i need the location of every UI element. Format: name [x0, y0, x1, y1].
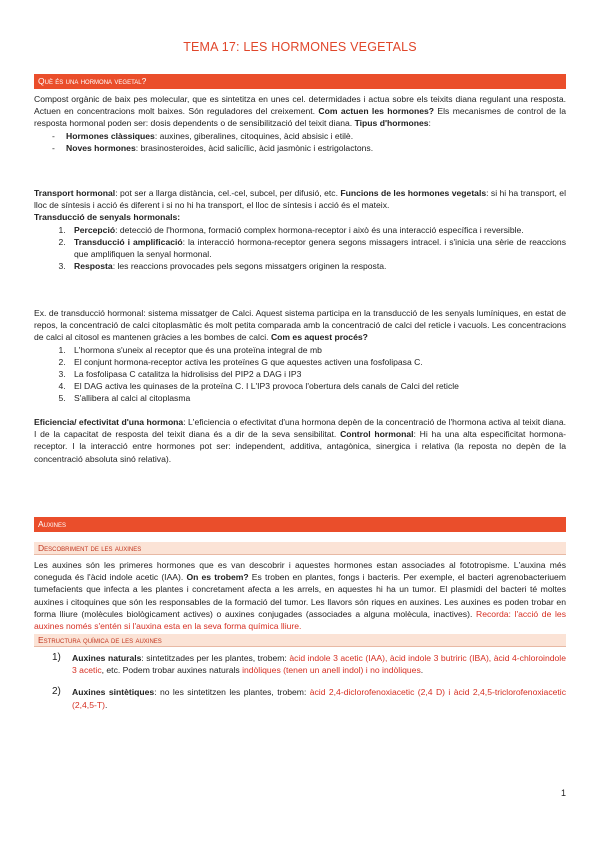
text: Es troben en plantes, fongs i bacteris. Per exemple, el bacteri agrenobacteriuem tumefacients que infecta a les plantes i concretament afecta a les arrels, en aquestes hi ha un tumor. El plasmidi del bacteri té moltes auxines i citoquines que són les responsables de la formació del tumor. Les llavors són riques en auxines. Les auxines es poden trobar en forma lliure (molècules biològicament actives) o auxines conjugades (associades a alguna molècula, inactives).: [34, 572, 566, 619]
list-item: [52, 686, 566, 710]
bold-text: Transducció de senyals hormonals:: [34, 212, 181, 223]
list-item: 3. La fosfolipasa C catalitza la hidrolisiss del PIP2 a DAG i IP3: [68, 368, 566, 380]
text: Les auxines són les primeres hormones que es van descobrir i aquestes hormones estan associades al fototropisme. L'auxina més coneguda és l'àcid indole acetic (IAA).: [34, 560, 566, 583]
section-header-label: Auxines: [38, 519, 67, 529]
subsection-header-structure: [34, 634, 566, 647]
calcium-paragraph: [34, 307, 566, 344]
text: : auxines, giberalines, citoquines, àcid absisic i etilè.: [154, 130, 354, 141]
section-header-auxines: [34, 517, 566, 532]
list-item: [52, 130, 566, 142]
page-number: 1: [560, 788, 566, 798]
bold-text: Resposta: [74, 261, 113, 272]
subsection-header-label: Descobriment de les auxines: [38, 543, 142, 553]
text: : no les sintetitzen les plantes, trobem:: [154, 687, 310, 698]
transport-paragraph: [34, 187, 566, 211]
text: .: [420, 665, 424, 676]
list-item: [68, 236, 566, 260]
list-item: [52, 142, 566, 154]
subsection-header-discovery: [34, 542, 566, 555]
bold-text: Com actuen les hormones?: [318, 106, 435, 117]
list-number: 2): [52, 686, 61, 698]
highlight-text: indòliques (tenen un anell indol) i no indòliques: [242, 665, 421, 676]
intro-paragraph: [34, 93, 566, 130]
text: Compost orgànic de baix pes molecular, que es sintetitza en unes cel. determidades i actua sobre els teixits diana regulant una resposta. Actuen en concentracions molt baixes. Són reguladores del creixement.: [34, 94, 566, 117]
text: : la interacció hormona-receptor genera segons missagers intracel. i s'inicia una sèrie de reaccions que amplifiquen la senyal hormonal.: [74, 236, 566, 260]
bold-text: Tipus d'hormones: [354, 118, 429, 129]
efficiency-paragraph: [34, 416, 566, 465]
bold-text: Percepció: [74, 224, 116, 235]
intro-block: [34, 93, 566, 154]
list-item: [68, 260, 566, 272]
text: : detecció de l'hormona, formació complex hormona-receptor i això és una interacció específica i reversible.: [115, 224, 524, 235]
bold-text: Control hormonal: [340, 429, 414, 440]
bold-text: Transport hormonal: [34, 188, 116, 198]
bold-text: Hormones clàssiques: [66, 130, 155, 141]
text: : les reaccions provocades pels segons missatgers originen la resposta.: [112, 261, 387, 272]
list-item: 4. El DAG activa les quinases de la proteïna C. I L'IP3 provoca l'obertura dels canals de Calci del reticle: [68, 380, 566, 392]
efficiency-block: [34, 416, 566, 465]
bold-text: Auxines sintètiques: [72, 687, 155, 698]
list-number: 1): [52, 652, 61, 663]
text: Els mecanismes de control de la resposta hormonal poden ser: dosis dependents o de sensibilització del teixit diana.: [34, 106, 566, 129]
text: .: [104, 699, 108, 710]
bold-text: Noves hormones: [66, 142, 136, 153]
bold-text: Com es aquest procés?: [270, 332, 368, 343]
text: : pot ser a llarga distància, cel.-cel, subcel, per difusió, etc.: [115, 188, 341, 198]
list-item: [52, 652, 566, 676]
text: : si hi ha transport, el lloc de síntesis i acció és diferent i si no hi ha transport, el lloc de síntesis i acció és el mateix.: [34, 188, 566, 211]
bold-text: Auxines naturals: [72, 653, 142, 663]
transport-block: [34, 187, 566, 272]
text: : Hi ha una alta especificitat hormona-receptor. I la interacció entre hormones pot ser: independent, additiva, antagònica, sinergica i relativa (la reposta no depèn de la concentració absoluta sinó relativa).: [34, 429, 566, 464]
structure-block: [34, 652, 566, 721]
bold-text: On es trobem?: [186, 572, 249, 583]
bold-text: Transducció i amplificació: [74, 236, 183, 247]
auxin-types-list: [34, 652, 566, 711]
hormone-types-list: [34, 130, 566, 154]
calcium-block: [34, 307, 566, 405]
transduction-steps-list: [34, 224, 566, 273]
transduction-heading: [34, 211, 566, 223]
section-header-label: Què és una hormona vegetal?: [38, 76, 147, 86]
list-item: 5. S'allibera al calci al citoplasma: [68, 392, 566, 404]
text: : sintetitzades per les plantes, trobem:: [141, 653, 290, 663]
discovery-paragraph: [34, 559, 566, 632]
highlight-text: àcid 2,4-diclorofenoxiacetic (2,4 D) i àcid 2,4,5-triclorofenoxiacetic (2,4,5-T): [72, 687, 567, 710]
page-title: TEMA 17: LES HORMONES VEGETALS: [183, 40, 417, 54]
text: : brasinosteroides, àcid salicílic, àcid jasmònic i estrigolactons.: [135, 142, 374, 153]
subsection-header-label: Estructura química de les auxines: [38, 635, 162, 645]
highlight-text: àcid indole 3 acetic (IAA), àcid indole 3 butriric (IBA), àcid 4-chloroindole 3 acetic: [72, 653, 566, 676]
highlight-text: Recorda: l'acció de les auxines només s'entén si l'auxina esta en la seva forma química lliure.: [34, 608, 566, 632]
section-header-hormone: [34, 74, 566, 89]
text: , etc. Podem trobar auxines naturals: [101, 665, 243, 676]
list-item: 2. El conjunt hormona-receptor activa les proteïnes G que aquestes activen una fosfolipasa C.: [68, 356, 566, 368]
text: :: [428, 118, 431, 129]
calcium-steps-list: [34, 344, 566, 405]
list-item: [68, 224, 566, 236]
list-item: 1. L'hormona s'uneix al receptor que és una proteïna integral de mb: [68, 344, 566, 356]
discovery-block: [34, 559, 566, 632]
bold-text: Funcions de les hormones vegetals: [340, 188, 487, 198]
text: Ex. de transducció hormonal: sistema missatger de Calci. Aquest sistema participa en la transducció de les senyals lumíniques, en estat de repos, la concentració de calci citoplasmàtic és molt petita comparada amb la concentració de calci del reticle i vacuols. Les concentracions de calci al citosol es mantenen gràcies a les bombes de calci.: [34, 308, 566, 343]
text: : L'eficiencia o efectivitat d'una hormona depèn de la concentració de l'hormona activa al teixit diana. I de la capacitat de resposta del teixit diana és a dir de la seva sensibilitat.: [34, 417, 566, 440]
bold-text: Eficiencia/ efectivitat d'una hormona: [34, 417, 184, 427]
